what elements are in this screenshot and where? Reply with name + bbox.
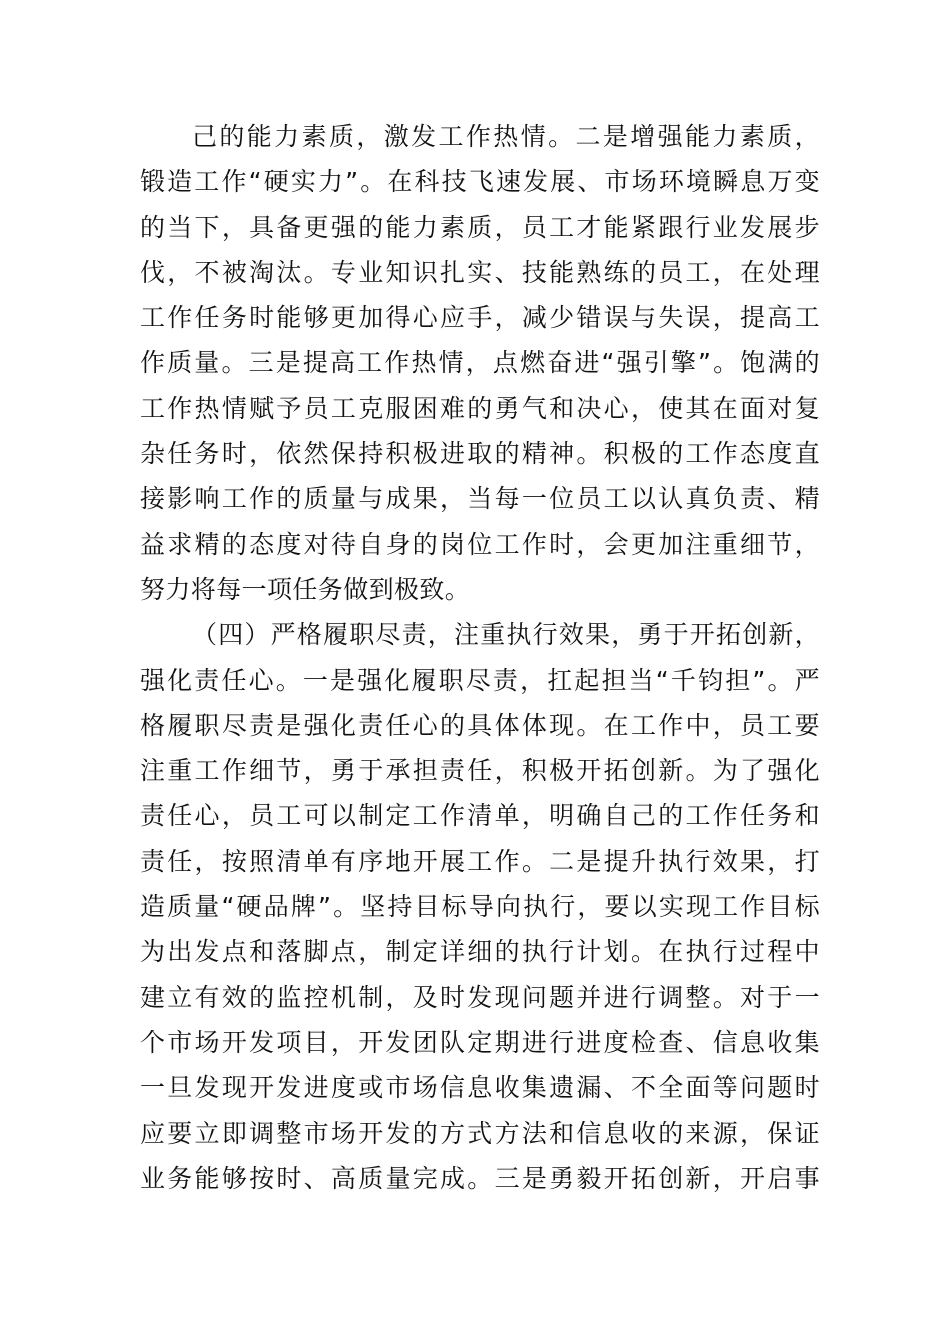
text-line: 工作热情赋予员工克服困难的勇气和决心，使其在面对复 [140, 393, 820, 423]
text-line: 工作任务时能够更加得心应手，减少错误与失误，提高工 [140, 303, 820, 333]
text-line: 责任心，员工可以制定工作清单，明确自己的工作任务和 [140, 801, 820, 831]
text-line: 努力将每一项任务做到极致。 [140, 574, 471, 604]
text-line: 责任，按照清单有序地开展工作。二是提升执行效果，打 [140, 846, 820, 876]
text-line: 造质量“硬品牌”。坚持目标导向执行，要以实现工作目标 [140, 892, 820, 922]
text-line: 个市场开发项目，开发团队定期进行进度检查、信息收集 [140, 1027, 820, 1057]
text-line: 己的能力素质，激发工作热情。二是增强能力素质， [192, 122, 820, 151]
section-heading-line: （四）严格履职尽责，注重执行效果，勇于开拓创新， [192, 620, 820, 650]
text-line: 伐，不被淘汰。专业知识扎实、技能熟练的员工，在处理 [140, 257, 820, 287]
text-line: 杂任务时，依然保持积极进取的精神。积极的工作态度直 [140, 439, 820, 469]
text-line: 强化责任心。一是强化履职尽责，扛起担当“千钧担”。严 [140, 665, 820, 695]
text-line: 益求精的态度对待自身的岗位工作时，会更加注重细节， [140, 529, 820, 559]
text-line: 应要立即调整市场开发的方式方法和信息收的来源，保证 [140, 1118, 820, 1148]
text-line: 作质量。三是提高工作热情，点燃奋进“强引擎”。饱满的 [140, 348, 820, 378]
text-line: 格履职尽责是强化责任心的具体体现。在工作中，员工要 [140, 710, 820, 740]
text-line: 一旦发现开发进度或市场信息收集遗漏、不全面等问题时 [140, 1073, 820, 1103]
text-line: 为出发点和落脚点，制定详细的执行计划。在执行过程中 [140, 937, 820, 967]
text-line: 业务能够按时、高质量完成。三是勇毅开拓创新，开启事 [140, 1163, 820, 1193]
text-line: 注重工作细节，勇于承担责任，积极开拓创新。为了强化 [140, 756, 820, 786]
body-text [140, 114, 820, 1201]
text-line: 锻造工作“硬实力”。在科技飞速发展、市场环境瞬息万变 [140, 167, 820, 197]
text-line: 接影响工作的质量与成果，当每一位员工以认真负责、精 [140, 484, 820, 514]
text-line: 建立有效的监控机制，及时发现问题并进行调整。对于一 [140, 982, 820, 1012]
text-line: 的当下，具备更强的能力素质，员工才能紧跟行业发展步 [140, 212, 820, 242]
